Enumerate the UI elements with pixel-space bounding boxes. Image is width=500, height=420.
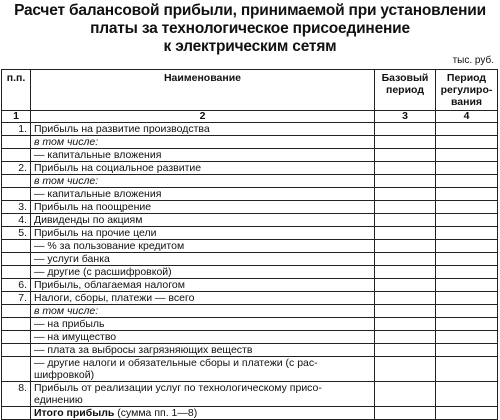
row-name-text: Прибыль на прочие цели [34,227,157,239]
title-line-3: к электрическим сетям [163,38,337,55]
row-name-cell [31,175,375,188]
regulation-period-cell[interactable] [436,331,498,344]
row-number-cell: 4. [2,214,31,227]
title-line-1: Расчет балансовой прибыли, принимаемой при установлении [14,2,486,19]
table-body [2,123,498,420]
row-name-text: Налоги, сборы, платежи — всего [34,292,195,304]
row-name-text: — другие (с расшифровкой) [34,266,172,278]
row-number-cell: 5. [2,227,31,240]
row-number-cell [2,188,31,201]
row-number-cell [2,331,31,344]
base-period-cell[interactable] [375,318,436,331]
regulation-period-cell[interactable] [436,253,498,266]
total-note: (сумма пп. 1—8) [114,407,198,419]
header-base-line-1: Базовый [381,72,429,84]
title-line-2: платы за технологическое присоединение [90,20,410,37]
units-label: тыс. руб. [452,55,494,66]
row-name-text: — капитальные вложения [34,188,162,200]
row-number-cell: 6. [2,279,31,292]
base-period-cell[interactable] [375,227,436,240]
regulation-period-cell[interactable] [436,279,498,292]
base-period-cell[interactable] [375,331,436,344]
row-name-cell [31,227,375,240]
row-number-cell: 1. [2,123,31,136]
regulation-period-cell[interactable] [436,240,498,253]
header-period-line-1: Период [446,72,487,84]
table-row [2,162,498,175]
row-number-cell [2,344,31,357]
table-row [2,123,498,136]
row-name-cell [31,162,375,175]
row-name-cell [31,344,375,357]
header-name: Наименование [31,70,375,111]
regulation-period-cell[interactable] [436,227,498,240]
header-regulation-period [436,70,498,111]
base-period-cell[interactable] [375,188,436,201]
regulation-period-cell[interactable] [436,266,498,279]
row-name-cell [31,188,375,201]
row-number-cell [2,407,31,420]
row-name-cell [31,331,375,344]
base-period-cell[interactable] [375,305,436,318]
row-name-text: Дивиденды по акциям [34,214,143,226]
regulation-period-cell[interactable] [436,201,498,214]
row-name-cell [31,253,375,266]
row-number-cell [2,253,31,266]
table-row [2,279,498,292]
row-number-cell [2,357,31,382]
row-name-text: — % за пользование кредитом [34,240,185,252]
row-name-text: — капитальные вложения [34,149,162,161]
row-name-text: Прибыль, облагаемая налогом [34,279,185,291]
row-name-text: в том числе: [34,305,99,317]
row-number-cell: 2. [2,162,31,175]
table-row [2,253,498,266]
row-name-cell [31,214,375,227]
base-period-cell[interactable] [375,292,436,305]
base-period-cell[interactable] [375,136,436,149]
regulation-period-cell[interactable] [436,292,498,305]
table-row [2,318,498,331]
base-period-cell[interactable] [375,240,436,253]
row-name-text: — на имущество [34,331,117,343]
table-row [2,175,498,188]
base-period-cell[interactable] [375,253,436,266]
row-name-text-continued: шифровкой) [34,369,95,381]
row-name-cell [31,240,375,253]
row-name-text: — услуги банка [34,253,110,265]
table-row [2,188,498,201]
row-number-cell [2,305,31,318]
row-name-text: — другие налоги и обязательные сборы и платежи (с рас- [34,357,318,369]
header-pn: п.п. [2,70,31,111]
regulation-period-cell[interactable] [436,162,498,175]
base-period-cell[interactable] [375,214,436,227]
table-row [2,240,498,253]
base-period-cell[interactable] [375,175,436,188]
table-row [2,227,498,240]
row-name-cell [31,136,375,149]
document-title [0,2,500,56]
base-period-cell[interactable] [375,407,436,420]
profit-table [1,69,498,420]
row-name-cell [31,318,375,331]
row-number-cell: 8. [2,382,31,407]
row-number-cell [2,149,31,162]
row-number-cell [2,266,31,279]
row-name-cell [31,149,375,162]
row-name-text: в том числе: [34,175,99,187]
table-row [2,407,498,420]
row-name-text: в том числе: [34,136,99,148]
row-name-text: Прибыль на социальное развитие [34,162,202,174]
regulation-period-cell[interactable] [436,214,498,227]
row-name-cell [31,305,375,318]
regulation-period-cell[interactable] [436,175,498,188]
row-number-cell: 7. [2,292,31,305]
table-row [2,201,498,214]
row-number-cell: 3. [2,201,31,214]
row-name-text: Прибыль на развитие производства [34,123,210,135]
row-name-text: — на прибыль [34,318,105,330]
row-name-cell [31,357,375,382]
table-header-row [2,70,498,111]
base-period-cell[interactable] [375,357,436,382]
base-period-cell[interactable] [375,201,436,214]
row-number-cell [2,318,31,331]
regulation-period-cell[interactable] [436,136,498,149]
base-period-cell[interactable] [375,279,436,292]
header-base-period [375,70,436,111]
regulation-period-cell[interactable] [436,149,498,162]
row-number-cell [2,136,31,149]
table-row [2,136,498,149]
base-period-cell[interactable] [375,266,436,279]
column-number: 1 [2,111,31,123]
column-number-row [2,111,498,123]
base-period-cell[interactable] [375,344,436,357]
row-number-cell [2,175,31,188]
row-name-text: Прибыль на поощрение [34,201,152,213]
row-name-cell [31,407,375,420]
column-number: 4 [436,111,498,123]
base-period-cell[interactable] [375,123,436,136]
header-period-line-2: регулиро- [440,84,493,96]
row-name-text: — плата за выбросы загрязняющих веществ [34,344,253,356]
row-name-cell [31,201,375,214]
regulation-period-cell[interactable] [436,344,498,357]
table-row [2,292,498,305]
row-number-cell [2,240,31,253]
regulation-period-cell[interactable] [436,407,498,420]
regulation-period-cell[interactable] [436,305,498,318]
regulation-period-cell[interactable] [436,318,498,331]
base-period-cell[interactable] [375,149,436,162]
column-number: 2 [31,111,375,123]
column-number: 3 [375,111,436,123]
regulation-period-cell[interactable] [436,357,498,382]
row-name-text: Прибыль от реализации услуг по технологическому присо- [34,382,322,394]
table-row [2,149,498,162]
table-row [2,305,498,318]
regulation-period-cell[interactable] [436,188,498,201]
row-name-cell [31,266,375,279]
table-row [2,344,498,357]
row-name-cell [31,123,375,136]
row-name-text-continued: единению [34,394,83,406]
table-row [2,357,498,382]
header-period-line-3: вания [450,96,483,108]
regulation-period-cell[interactable] [436,123,498,136]
row-name-cell [31,279,375,292]
table-row [2,331,498,344]
base-period-cell[interactable] [375,162,436,175]
table-row [2,214,498,227]
header-base-line-2: период [386,84,424,96]
total-label: Итого прибыль [34,407,115,419]
row-name-cell [31,292,375,305]
table-row [2,266,498,279]
